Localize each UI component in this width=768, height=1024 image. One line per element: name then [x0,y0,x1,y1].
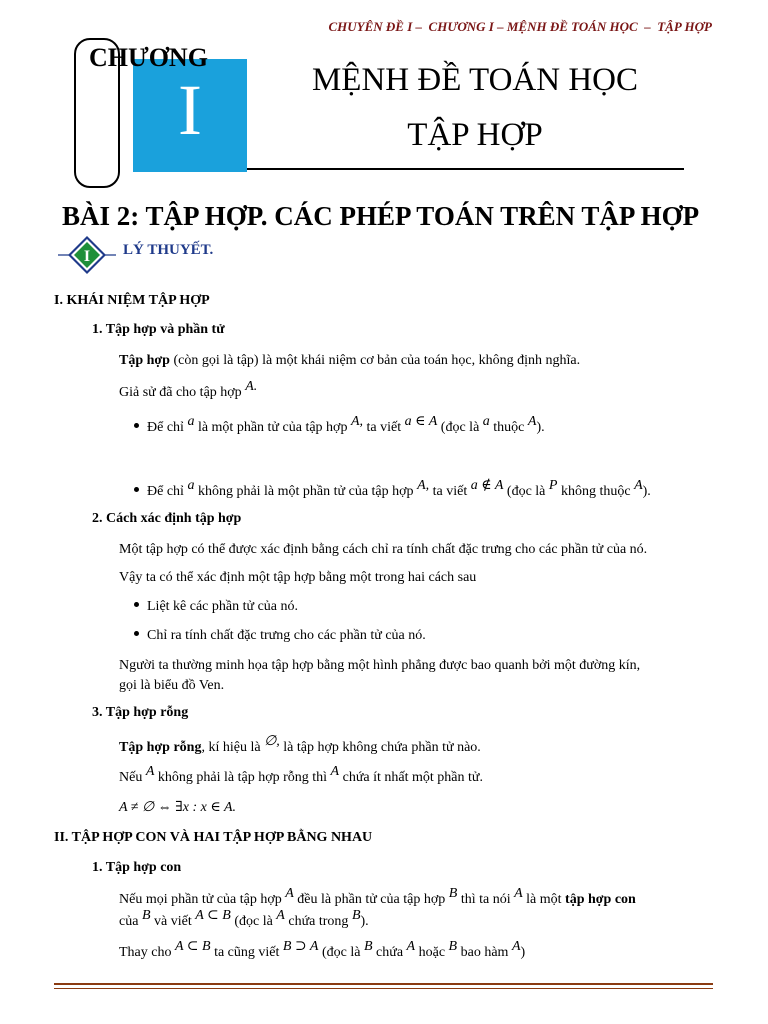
paragraph [119,886,636,910]
bullet-non-membership [134,478,651,502]
math-var: A [276,908,285,923]
math-statement: A ≠ ∅ ⇔ ∃x : x ∈ A. [119,800,237,815]
math-var: a [187,478,195,493]
text: bao hàm [457,945,512,960]
bullet-icon [134,602,139,607]
footer-rule [54,983,713,985]
math-var: A, [350,414,364,429]
footer-rule-thin [54,988,713,989]
math-expression: B ⊃ A [282,939,319,954]
section-heading-1: I. KHÁI NIỆM TẬP HỢP [54,293,210,308]
math-var: A [330,764,340,779]
math-var: A [406,939,416,954]
empty-set-symbol: ∅, [264,734,280,749]
running-header: CHUYÊN ĐỀ I – CHƯƠNG I – MỆNH ĐỀ TOÁN HỌC – TẬP HỢP [328,19,712,34]
text: và viết [150,914,196,929]
text: ta viết [429,484,471,499]
chapter-label: CHƯƠNG [89,43,208,72]
math-var: A [511,939,521,954]
paragraph [119,939,526,963]
text: Chỉ ra tính chất đặc trưng cho các phần tử của nó. [147,628,426,643]
math-var: a [187,414,195,429]
paragraph: Vậy ta có thể xác định một tập hợp bằng một trong hai cách sau [119,570,477,585]
math-var: A, [417,478,430,493]
bullet-icon [134,631,139,636]
text: thuộc [489,420,528,435]
paragraph: gọi là biểu đồ Ven. [119,678,225,693]
chapter-title-line-1: MỆNH ĐỀ TOÁN HỌC [311,62,639,98]
text: Nếu mọi phần tử của tập hợp [119,892,286,907]
text: (đọc là [503,484,549,499]
math-expression: A ⊂ B [174,939,211,954]
paragraph: Người ta thường minh họa tập hợp bằng một hình phẳng được bao quanh bởi một đường kín, [119,658,641,673]
chapter-numeral: I [178,70,202,150]
lesson-title: BÀI 2: TẬP HỢP. CÁC PHÉP TOÁN TRÊN TẬP HỢP [62,201,700,231]
paragraph [119,764,483,788]
math-var: A [285,886,294,901]
math-var: P [548,478,558,493]
text: chứa [372,945,407,960]
math-var: a [482,414,490,429]
section-heading-2: II. TẬP HỢP CON VÀ HAI TẬP HỢP BẰNG NHAU [54,830,373,845]
text: ). [360,914,369,929]
math-expression: a ∉ A [470,478,504,493]
suppose-text: Giả sử đã cho tập hợp [119,385,246,400]
bullet-icon [134,423,139,428]
paragraph: Một tập hợp có thể được xác định bằng cách chỉ ra tính chất đặc trưng cho các phần tử của nó. [119,542,648,557]
text: của [119,914,142,929]
bullet-list-item [134,597,298,617]
definition-set-text: (còn gọi là tập) là một khái niệm cơ bản của toán học, không định nghĩa. [169,353,581,368]
section-badge-label: I [83,248,91,265]
math-var: A. [245,379,258,394]
text: thì ta nói [457,892,515,907]
text: chứa ít nhất một phần tử. [339,770,483,785]
text: ). [642,484,651,499]
text: ). [536,420,545,435]
math-var: B [351,908,361,923]
math-var: B [141,908,151,923]
text: là một phần tử của tập hợp [194,420,351,435]
text: Để chỉ [147,484,188,499]
term-set: Tập hợp [119,353,170,368]
text: chứa trong [284,914,352,929]
math-var: A [634,478,643,493]
text: Thay cho [119,945,175,960]
math-var: A [527,414,537,429]
bullet-list-item [134,626,426,646]
definition-set [119,351,580,371]
math-expression: a ∈ A [404,414,438,429]
math-var: B [448,939,458,954]
suppose-line [119,379,258,403]
text: không phải là một phần tử của tập hợp [194,484,418,499]
chapter-title-underline [247,168,684,170]
term-empty-set: Tập hợp rỗng [119,740,202,755]
subsection-2-1: 1. Tập hợp con [92,860,182,875]
bullet-membership [134,414,545,438]
section-badge-icon [58,236,116,274]
text: ta viết [363,420,405,435]
paragraph [119,908,369,932]
text: (đọc là [437,420,483,435]
math-var: B [448,886,458,901]
text: hoặc [415,945,449,960]
text: không thuộc [557,484,635,499]
text: , kí hiệu là [201,740,265,755]
text: ta cũng viết [210,945,283,960]
math-var: A [145,764,155,779]
math-expression: A ⊂ B [195,908,231,923]
theory-heading: LÝ THUYẾT. [123,242,214,258]
text: là tập hợp không chứa phần tử nào. [279,740,481,755]
text: ) [520,945,526,960]
text: Nếu [119,770,146,785]
text: (đọc là [230,914,277,929]
math-var: B [363,939,373,954]
subsection-1-3: 3. Tập hợp rỗng [92,705,189,720]
text: (đọc là [318,945,364,960]
chapter-title-line-2: TẬP HỢP [407,117,543,153]
text: không phải là tập hợp rỗng thì [154,770,331,785]
subsection-1-1: 1. Tập hợp và phần tử [92,322,225,337]
math-var: A [514,886,523,901]
text: Liệt kê các phần tử của nó. [147,599,299,614]
text: Để chỉ [147,420,188,435]
text: đều là phần tử của tập hợp [293,892,449,907]
text: là một [522,892,566,907]
definition-empty-set [119,734,481,758]
bullet-icon [134,487,139,492]
term-subset: tập hợp con [565,892,636,907]
subsection-1-2: 2. Cách xác định tập hợp [92,511,242,526]
